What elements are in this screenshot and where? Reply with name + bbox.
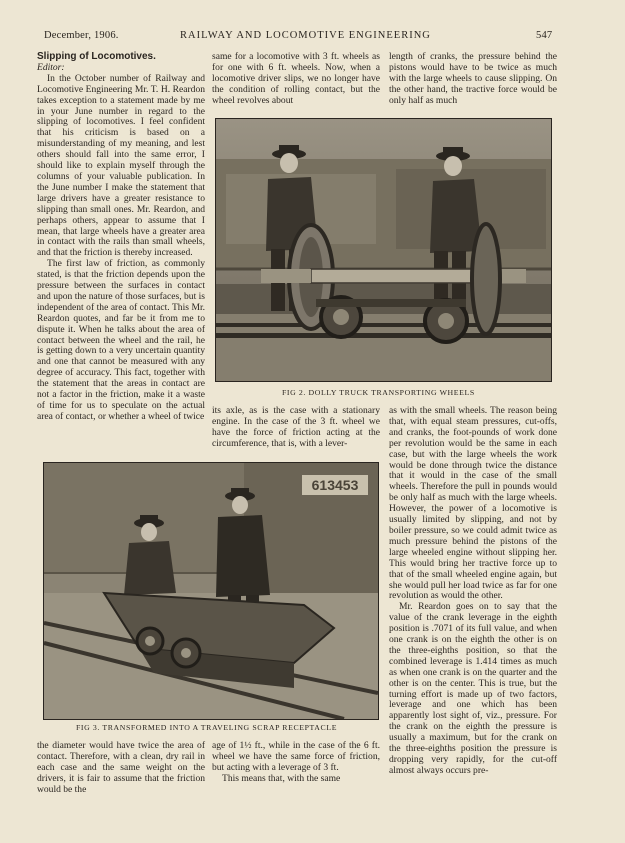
car-number-label: 613453 [311,477,359,493]
dolly-truck-illustration [216,119,551,381]
article-column-2-mid [212,406,380,450]
article-column-2-bottom [212,741,380,785]
paragraph: This means that, with the same [222,772,341,784]
paragraph: same for a locomotive with 3 ft. wheels as for one with 6 ft. wheels. Now, when a locomotive driver slips, we no longer have the condition of rolling contact, but the wheel revolves about [212,51,380,106]
paragraph: length of cranks, the pressure behind the pistons would have to be twice as much with the large wheels to cause slipping. On the other hand, the tractive force would be only half as much [389,51,557,106]
article-column-1 [37,52,205,423]
paragraph: In the October number of Railway and Locomotive Engineering Mr. T. H. Reardon takes exception to a statement made by me in your June number in regard to the slipping of locomotives. I feel confident that his criticism is based on a misunderstanding of my meaning, and lest others should fall into the same error, I should like to explain myself through the columns of your valuable publication. In the June number I make the statement that large drivers have a greater resistance to slipping than small ones. Mr. Reardon, and perhaps others, appear to assume that I mean, that large wheels have a greater area in contact with the rails than small wheels, and that the friction is thereby increased. [37,72,205,259]
fig3-photo [43,462,379,720]
article-column-2-top [212,52,380,107]
article-title: Slipping of Locomotives. [37,51,156,62]
header-journal-title: RAILWAY AND LOCOMOTIVE ENGINEERING [180,30,431,41]
header-page-number: 547 [536,30,553,41]
scrap-receptacle-illustration [44,463,378,719]
fig3-caption: FIG 3. TRANSFORMED INTO A TRAVELING SCRAP RECEPTACLE [76,723,338,732]
paragraph: its axle, as is the case with a stationary engine. In the case of the 3 ft. wheel we have the force of friction acting at the circumference, that is, with a lever- [212,405,380,449]
paragraph: Mr. Reardon goes on to say that the value of the crank leverage in the eighth position is .7071 of its full value, and when one crank is on the eighth the other is on the three-eighths position, so that the combined leverage is 1.414 times as much as when one crank is on the quarter and the other is on the center. This is true, but the turning effort is made up of two factors, leverage and one which has been apparently lost sight of, viz., pressure. For the crank on the eighth the pressure is usually a maximum, but for the crank on the three-eighths position the pressure is dropping very rapidly, for the cut-off almost always occurs pre- [389,601,557,776]
paragraph: the diameter would have twice the area of contact. Therefore, with a clean, dry rail in each case and the same weight on the drivers, it is fair to assume that the friction would be the [37,740,205,795]
fig2-caption: FIG 2. DOLLY TRUCK TRANSPORTING WHEELS [282,388,475,397]
paragraph: as with the small wheels. The reason being that, with equal steam pressures, cut-offs, and cranks, the foot-pounds of work done per revolution would be the same in each case, but with the large wheels the work would be done through twice the distance that it would in the case of the small wheels. Therefore the pull in pounds would be only half as much with the large wheels. However, the power of a locomotive is usually limited by slipping, and not by boiler pressure, so we could admit twice as much pressure behind the pistons of the large wheeled engine without slipping her. This would bring her tractive force up to that of the small wheeled engine again, but she would pull her load twice as far for one revolution as would the other. [389,405,557,602]
paragraph: The first law of friction, as commonly stated, is that the friction depends upon the pressure between the surfaces in contact and upon the nature of those surfaces, but is independent of the area of contact. This Mr. Reardon quotes, and far be it from me to dispute it. When he talks about the area of contact between the wheel and the rail, he is getting down to a very uncertain quantity and one that cannot be measured with any degree of accuracy. This fact, together with the statement that the areas in contact are not a factor in the friction, make it a waste of time for us to speculate on the actual area of contact, or whether a wheel of twice [37,258,205,422]
article-column-3-mid [389,406,557,777]
fig2-photo [215,118,552,382]
paragraph: age of 1½ ft., while in the case of the 6 ft. wheel we have the same force of friction, but acting with a leverage of 3 ft. [212,740,380,773]
header-date: December, 1906. [44,30,119,41]
article-salutation: Editor: [37,61,65,73]
article-column-1-bottom [37,741,205,796]
article-column-3-top [389,52,557,107]
